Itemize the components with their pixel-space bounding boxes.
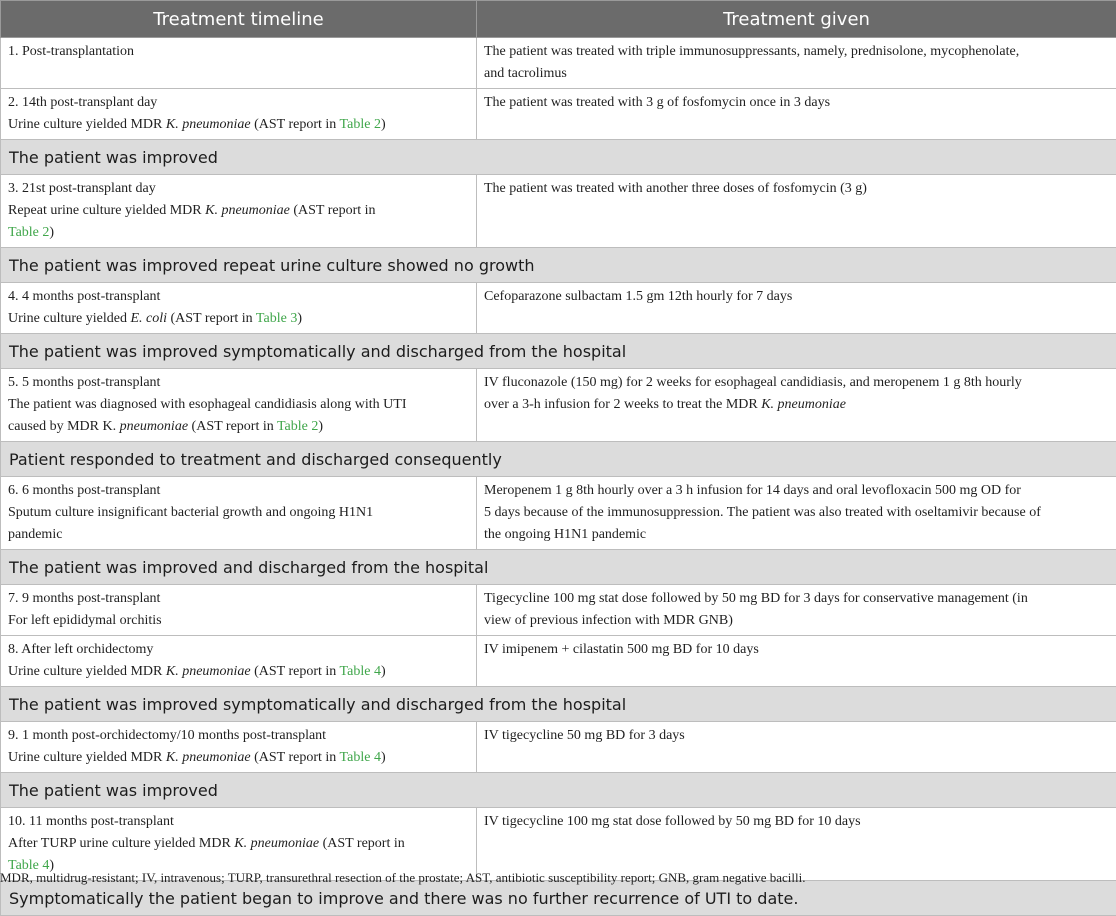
- header-treatment-timeline: Treatment timeline: [1, 1, 477, 38]
- organism-name: K. pneumoniae: [166, 117, 251, 132]
- treatment-text: 5 days because of the immunosuppression. The patient was also treated with oseltamivir because of: [484, 502, 1109, 524]
- organism-name: K. pneumoniae: [205, 203, 290, 218]
- table-reference-link[interactable]: Table 2: [340, 117, 381, 132]
- treatment-text: IV tigecycline 50 mg BD for 3 days: [484, 725, 1109, 747]
- text-segment: ): [49, 225, 54, 240]
- text-segment: ): [381, 117, 386, 132]
- treatment-cell: [477, 722, 1116, 773]
- timeline-cell: [1, 636, 477, 687]
- outcome-band: [1, 550, 1116, 585]
- table-reference-link[interactable]: Table 4: [340, 664, 381, 679]
- treatment-text: [484, 394, 1109, 416]
- outcome-band: [1, 442, 1116, 477]
- timeline-text: 10. 11 months post-transplant: [8, 811, 469, 833]
- timeline-text: 2. 14th post-transplant day: [8, 92, 469, 114]
- text-segment: (AST report in: [290, 203, 376, 218]
- text-segment: (AST report in: [167, 311, 256, 326]
- table-row: [1, 477, 1116, 550]
- timeline-cell: [1, 38, 477, 89]
- timeline-text: 8. After left orchidectomy: [8, 639, 469, 661]
- text-segment: ): [297, 311, 302, 326]
- organism-name: K. pneumoniae: [234, 836, 319, 851]
- table-row: [1, 175, 1116, 248]
- table-row: [1, 636, 1116, 687]
- outcome-band: [1, 773, 1116, 808]
- outcome-text: Patient responded to treatment and discharged consequently: [1, 442, 1116, 477]
- table-row: [1, 585, 1116, 636]
- timeline-text: 6. 6 months post-transplant: [8, 480, 469, 502]
- outcome-text: The patient was improved symptomatically and discharged from the hospital: [1, 687, 1116, 722]
- timeline-text: 7. 9 months post-transplant: [8, 588, 469, 610]
- text-segment: (AST report in: [251, 117, 340, 132]
- treatment-cell: [477, 38, 1116, 89]
- table-reference-link[interactable]: Table 2: [277, 419, 318, 434]
- outcome-band: [1, 334, 1116, 369]
- treatment-text: IV fluconazole (150 mg) for 2 weeks for esophageal candidiasis, and meropenem 1 g 8th hourly: [484, 372, 1109, 394]
- outcome-text: The patient was improved symptomatically and discharged from the hospital: [1, 334, 1116, 369]
- outcome-band: [1, 248, 1116, 283]
- text-segment: caused by MDR K.: [8, 419, 120, 434]
- text-segment: ): [318, 419, 323, 434]
- treatment-text: IV imipenem + cilastatin 500 mg BD for 10 days: [484, 639, 1109, 661]
- text-segment: Urine culture yielded: [8, 311, 130, 326]
- timeline-text: 1. Post-transplantation: [8, 41, 469, 63]
- organism-name: K. pneumoniae: [761, 397, 846, 412]
- treatment-cell: [477, 636, 1116, 687]
- timeline-text: 4. 4 months post-transplant: [8, 286, 469, 308]
- timeline-subtext: [8, 200, 469, 222]
- timeline-cell: [1, 722, 477, 773]
- timeline-cell: [1, 283, 477, 334]
- timeline-subtext: [8, 661, 469, 683]
- timeline-subtext: For left epididymal orchitis: [8, 610, 469, 632]
- text-segment: ): [381, 664, 386, 679]
- organism-name: K. pneumoniae: [166, 750, 251, 765]
- header-treatment-given: Treatment given: [477, 1, 1116, 38]
- treatment-cell: [477, 89, 1116, 140]
- table-row: [1, 89, 1116, 140]
- text-segment: (AST report in: [251, 664, 340, 679]
- table-reference-link[interactable]: Table 3: [256, 311, 297, 326]
- organism-name: K. pneumoniae: [166, 664, 251, 679]
- timeline-text: 5. 5 months post-transplant: [8, 372, 469, 394]
- table-reference-link[interactable]: Table 4: [8, 858, 49, 873]
- timeline-subtext: [8, 416, 469, 438]
- table-row: [1, 283, 1116, 334]
- treatment-text: and tacrolimus: [484, 63, 1109, 85]
- timeline-subtext: The patient was diagnosed with esophageal candidiasis along with UTI: [8, 394, 469, 416]
- text-segment: (AST report in: [251, 750, 340, 765]
- treatment-cell: [477, 477, 1116, 550]
- text-segment: Repeat urine culture yielded MDR: [8, 203, 205, 218]
- header-row: [1, 1, 1116, 38]
- treatment-cell: [477, 585, 1116, 636]
- outcome-text: The patient was improved: [1, 140, 1116, 175]
- timeline-subtext: [8, 114, 469, 136]
- treatment-text: Cefoparazone sulbactam 1.5 gm 12th hourly for 7 days: [484, 286, 1109, 308]
- timeline-cell: [1, 175, 477, 248]
- timeline-cell: [1, 89, 477, 140]
- text-segment: ): [49, 858, 54, 873]
- text-segment: Urine culture yielded MDR: [8, 117, 166, 132]
- table-reference-link[interactable]: Table 2: [8, 225, 49, 240]
- text-segment: Urine culture yielded MDR: [8, 750, 166, 765]
- table-footnote: MDR, multidrug-resistant; IV, intravenous; TURP, transurethral resection of the prostate; AST, antibiotic susceptibility report; GNB, gram negative bacilli.: [0, 870, 806, 886]
- table-reference-link[interactable]: Table 4: [340, 750, 381, 765]
- table-row: [1, 38, 1116, 89]
- treatment-text: view of previous infection with MDR GNB): [484, 610, 1109, 632]
- treatment-text: Tigecycline 100 mg stat dose followed by 50 mg BD for 3 days for conservative management (in: [484, 588, 1109, 610]
- timeline-text: 9. 1 month post-orchidectomy/10 months post-transplant: [8, 725, 469, 747]
- outcome-band: [1, 140, 1116, 175]
- timeline-subtext: [8, 833, 469, 855]
- outcome-text: Symptomatically the patient began to improve and there was no further recurrence of UTI to date.: [1, 881, 1116, 916]
- text-segment: (AST report in: [188, 419, 277, 434]
- table-row: [1, 369, 1116, 442]
- treatment-text: IV tigecycline 100 mg stat dose followed by 50 mg BD for 10 days: [484, 811, 1109, 833]
- text-segment: ): [381, 750, 386, 765]
- outcome-text: The patient was improved and discharged from the hospital: [1, 550, 1116, 585]
- treatment-text: the ongoing H1N1 pandemic: [484, 524, 1109, 546]
- text-segment: After TURP urine culture yielded MDR: [8, 836, 234, 851]
- treatment-text: The patient was treated with triple immunosuppressants, namely, prednisolone, mycophenolate,: [484, 41, 1109, 63]
- treatment-text: Meropenem 1 g 8th hourly over a 3 h infusion for 14 days and oral levofloxacin 500 mg OD for: [484, 480, 1109, 502]
- treatment-text: The patient was treated with 3 g of fosfomycin once in 3 days: [484, 92, 1109, 114]
- timeline-cell: [1, 585, 477, 636]
- timeline-subtext: [8, 222, 469, 244]
- outcome-text: The patient was improved repeat urine culture showed no growth: [1, 248, 1116, 283]
- organism-name: pneumoniae: [120, 419, 188, 434]
- timeline-subtext: [8, 308, 469, 330]
- treatment-cell: [477, 283, 1116, 334]
- organism-name: E. coli: [130, 311, 167, 326]
- timeline-subtext: [8, 747, 469, 769]
- text-segment: over a 3-h infusion for 2 weeks to treat the MDR: [484, 397, 761, 412]
- outcome-text: The patient was improved: [1, 773, 1116, 808]
- text-segment: (AST report in: [319, 836, 405, 851]
- timeline-cell: [1, 369, 477, 442]
- timeline-text: 3. 21st post-transplant day: [8, 178, 469, 200]
- timeline-subtext: pandemic: [8, 524, 469, 546]
- treatment-cell: [477, 175, 1116, 248]
- timeline-cell: [1, 477, 477, 550]
- treatment-text: The patient was treated with another three doses of fosfomycin (3 g): [484, 178, 1109, 200]
- treatment-cell: [477, 369, 1116, 442]
- table-row: [1, 722, 1116, 773]
- outcome-band: [1, 687, 1116, 722]
- timeline-subtext: Sputum culture insignificant bacterial growth and ongoing H1N1: [8, 502, 469, 524]
- text-segment: Urine culture yielded MDR: [8, 664, 166, 679]
